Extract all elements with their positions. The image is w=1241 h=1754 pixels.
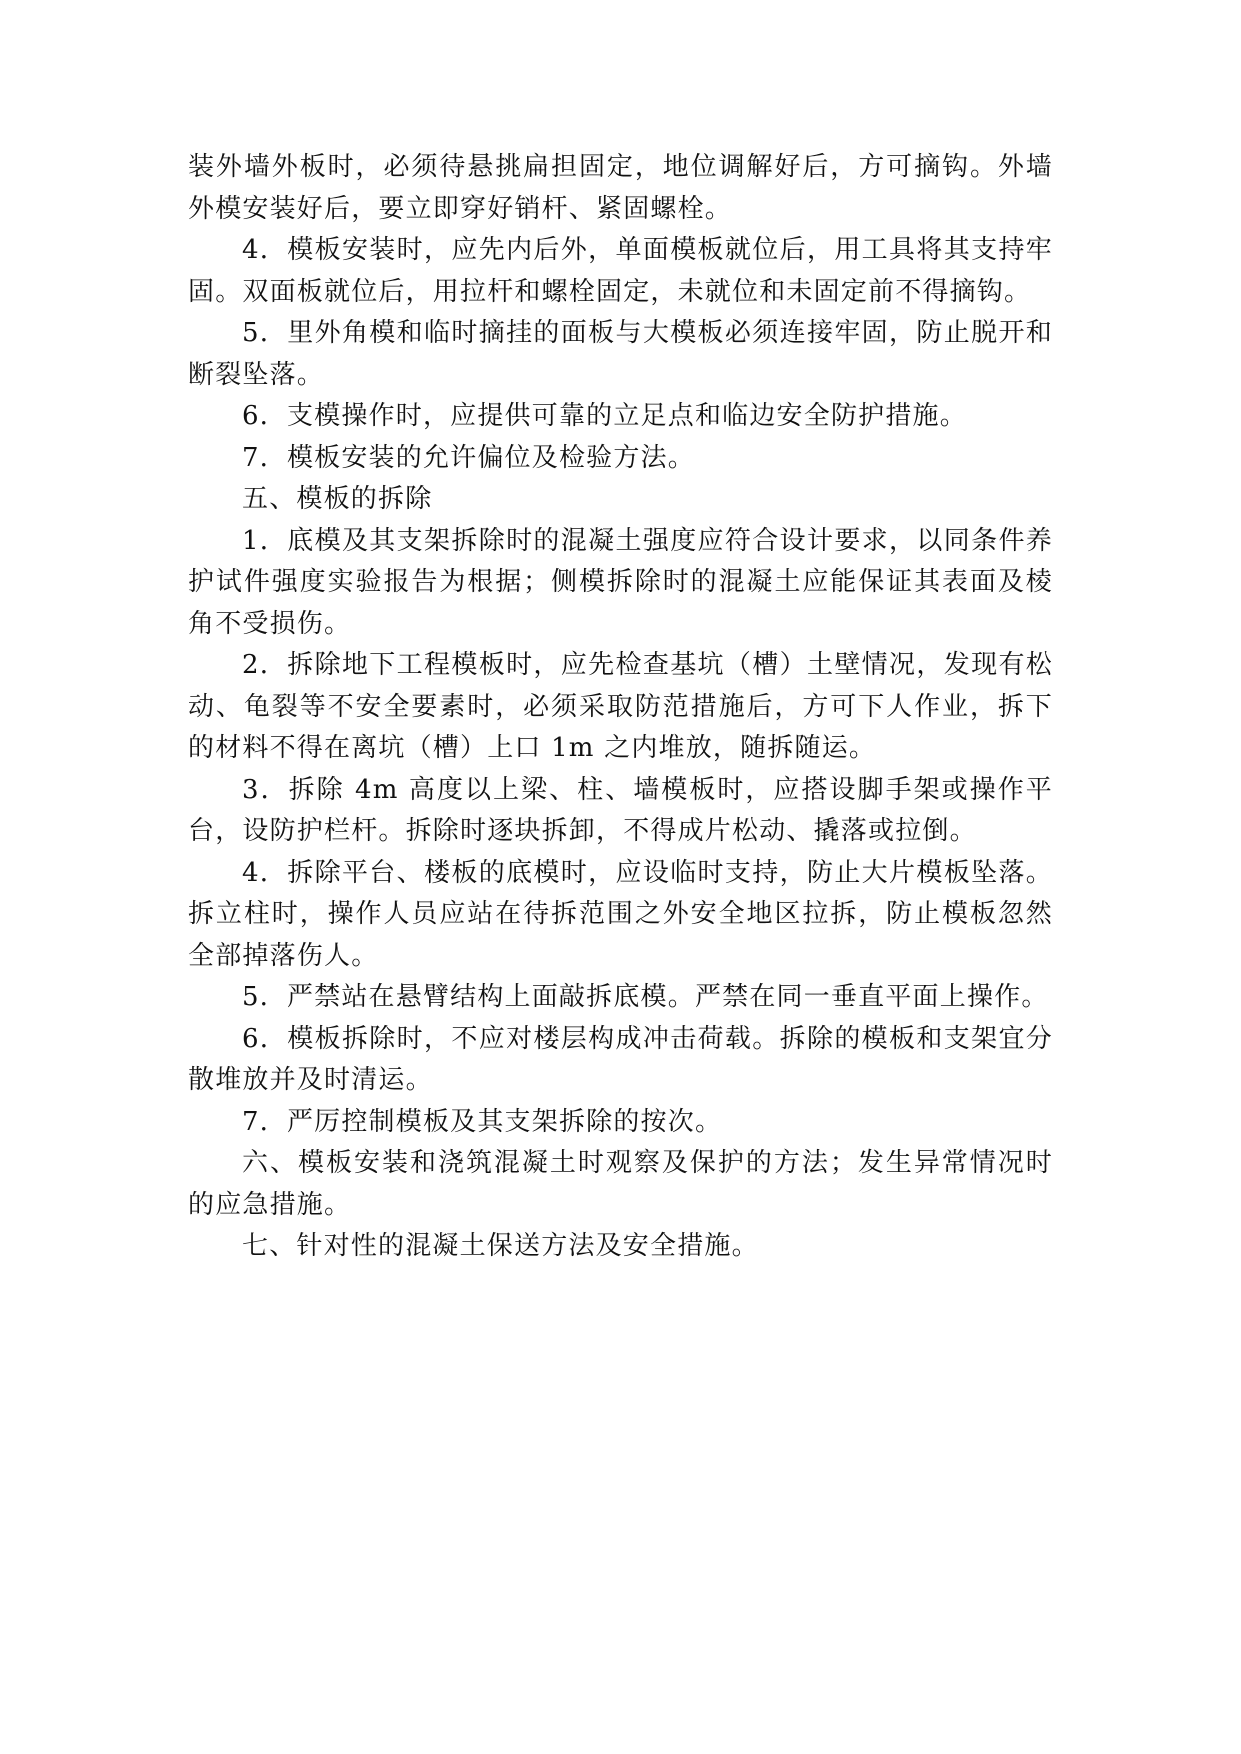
paragraph: 4．模板安装时，应先内后外，单面模板就位后，用工具将其支持牢固。双面板就位后，用拉杆和螺栓固定，未就位和未固定前不得摘钩。 — [188, 235, 1053, 307]
document-body — [188, 147, 1053, 1268]
paragraph: 3．拆除 4m 高度以上梁、柱、墙模板时，应搭设脚手架或操作平台，设防护栏杆。拆除时逐块拆卸，不得成片松动、撬落或拉倒。 — [188, 774, 1053, 846]
paragraph: 6．模板拆除时，不应对楼层构成冲击荷载。拆除的模板和支架宜分散堆放并及时清运。 — [188, 1023, 1053, 1095]
section-heading: 七、针对性的混凝土保送方法及安全措施。 — [242, 1231, 759, 1261]
section-heading: 五、模板的拆除 — [242, 484, 433, 514]
paragraph: 5．里外角模和临时摘挂的面板与大模板必须连接牢固，防止脱开和断裂坠落。 — [188, 318, 1053, 390]
paragraph: 6．支模操作时，应提供可靠的立足点和临边安全防护措施。 — [242, 401, 967, 431]
paragraph: 装外墙外板时，必须待悬挑扁担固定，地位调解好后，方可摘钩。外墙外模安装好后，要立即穿好销杆、紧固螺栓。 — [188, 152, 1053, 224]
paragraph: 7．严厉控制模板及其支架拆除的按次。 — [242, 1106, 723, 1137]
paragraph: 2．拆除地下工程模板时，应先检查基坑（槽）土壁情况，发现有松动、龟裂等不安全要素时，必须采取防范措施后，方可下人作业，拆下的材料不得在离坑（槽）上口 1m 之内堆放，随拆随运。 — [188, 650, 1053, 763]
paragraph: 1．底模及其支架拆除时的混凝土强度应符合设计要求，以同条件养护试件强度实验报告为根据；侧模拆除时的混凝土应能保证其表面及棱角不受损伤。 — [188, 525, 1053, 639]
section-heading: 六、模板安装和浇筑混凝土时观察及保护的方法；发生异常情况时的应急措施。 — [188, 1148, 1053, 1220]
paragraph: 7．模板安装的允许偏位及检验方法。 — [242, 442, 695, 473]
paragraph: 5．严禁站在悬臂结构上面敲拆底模。严禁在同一垂直平面上操作。 — [242, 982, 1049, 1012]
paragraph: 4．拆除平台、楼板的底模时，应设临时支持，防止大片模板坠落。拆立柱时，操作人员应站在待拆范围之外安全地区拉拆，防止模板忽然全部掉落伤人。 — [188, 857, 1053, 971]
